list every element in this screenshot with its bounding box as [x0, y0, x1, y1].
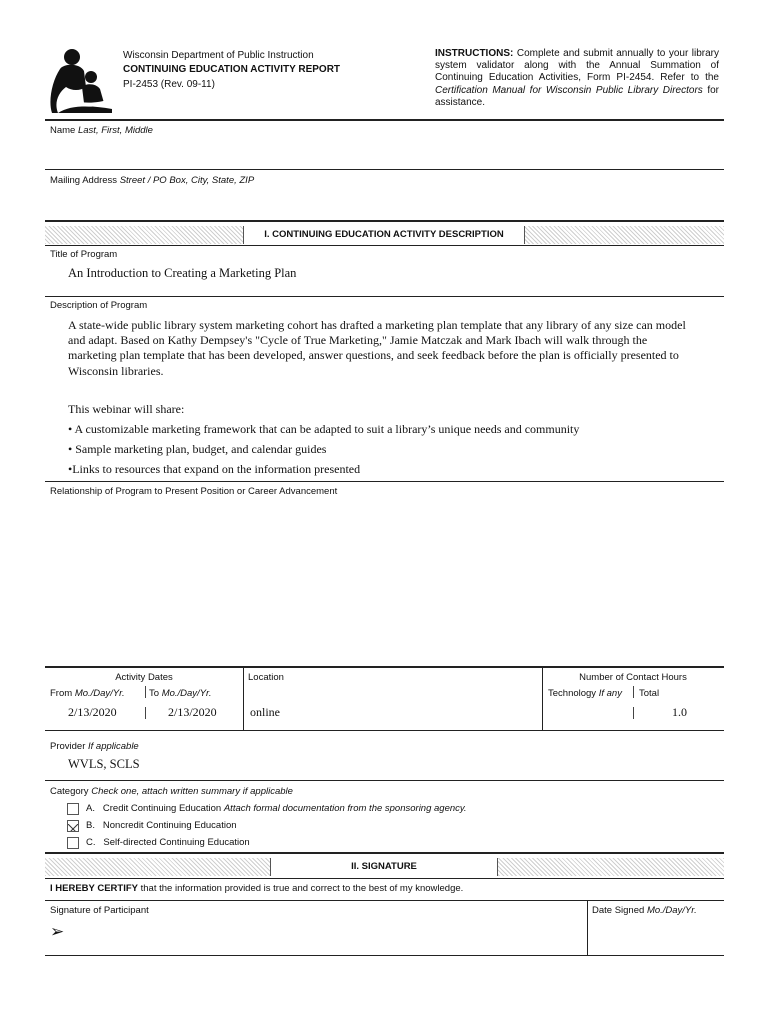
program-title-label: Title of Program [50, 249, 118, 260]
category-b-label: B. Noncredit Continuing Education [86, 820, 237, 831]
instructions-end: for assistance. [435, 84, 719, 108]
instructions [435, 48, 719, 109]
divider [45, 878, 724, 879]
description-value[interactable] [68, 318, 723, 379]
section1-title: I. CONTINUING EDUCATION ACTIVITY DESCRIPTION [243, 226, 525, 244]
name-input[interactable] [50, 140, 724, 168]
instructions-label: INSTRUCTIONS: [435, 48, 514, 59]
divider [587, 901, 588, 955]
description-line: marketing plan template that has been developed, answer questions, and seek feedback before the plan is officially presented to [68, 348, 679, 363]
divider [45, 119, 724, 121]
divider [45, 900, 724, 901]
certify-statement: I HEREBY CERTIFY that the information provided is true and correct to the best of my knowledge. [50, 883, 464, 894]
checkmark-x-icon [68, 824, 78, 832]
contact-hours-label: Number of Contact Hours [579, 672, 687, 683]
description-line: and adapt. Based on Kathy Dempsey's "Cycle of True Marketing," Jamie Matczak and Mark Ibach will walk through the [68, 333, 648, 348]
total-label: Total [639, 688, 660, 699]
section2-title: II. SIGNATURE [270, 858, 498, 876]
divider [45, 296, 724, 297]
location-value[interactable]: online [250, 705, 280, 719]
provider-value[interactable]: WVLS, SCLS [68, 757, 140, 771]
divider [145, 686, 146, 698]
divider [45, 780, 724, 781]
divider [633, 686, 634, 698]
instructions-text: Complete and submit annually to your library system validator along with the Annual Summation of Continuing Education Activities, Form PI-2454. Refer to the [435, 48, 719, 84]
description-line: Wisconsin libraries. [68, 363, 164, 378]
to-label: To Mo./Day/Yr. [149, 688, 212, 699]
divider [633, 707, 634, 719]
divider [45, 245, 724, 246]
divider [243, 668, 244, 730]
from-label: From Mo./Day/Yr. [50, 688, 125, 699]
provider-label: Provider If applicable [50, 741, 139, 752]
date-signed-label: Date Signed Mo./Day/Yr. [592, 905, 697, 916]
bullet-item: •Links to resources that expand on the information presented [68, 462, 361, 476]
dpi-logo-icon [50, 47, 114, 115]
signature-label: Signature of Participant [50, 905, 149, 916]
instructions-manual: Certification Manual for Wisconsin Public Library Directors [435, 84, 703, 96]
name-label: Name Last, First, Middle [50, 125, 153, 136]
bullet-item: • A customizable marketing framework that can be adapted to suit a library’s unique needs and community [68, 422, 580, 436]
divider [45, 955, 724, 956]
category-label: Category Check one, attach written summary if applicable [50, 786, 293, 797]
bullet-item: • Sample marketing plan, budget, and calendar guides [68, 442, 327, 456]
divider [45, 220, 724, 222]
activity-dates-label: Activity Dates [115, 672, 173, 683]
divider [45, 852, 724, 854]
divider [145, 707, 146, 719]
category-a-checkbox[interactable] [67, 803, 79, 815]
webinar-intro: This webinar will share: [68, 402, 185, 416]
description-line: A state-wide public library system marketing cohort has drafted a marketing plan template that any library of any size can model [68, 318, 686, 332]
category-c-checkbox[interactable] [67, 837, 79, 849]
to-date-value[interactable]: 2/13/2020 [168, 705, 217, 719]
address-label: Mailing Address Street / PO Box, City, State, ZIP [50, 175, 255, 186]
location-label: Location [248, 672, 284, 683]
relationship-label: Relationship of Program to Present Position or Career Advancement [50, 486, 338, 497]
technology-label: Technology If any [548, 688, 622, 699]
from-date-value[interactable]: 2/13/2020 [68, 705, 117, 719]
divider [45, 730, 724, 731]
divider [45, 481, 724, 482]
category-a-label: A. Credit Continuing Education Attach formal documentation from the sponsoring agency. [86, 803, 467, 814]
divider [45, 666, 724, 668]
agency-name: Wisconsin Department of Public Instruction [123, 50, 314, 61]
category-c-label: C. Self-directed Continuing Education [86, 837, 250, 848]
program-title-value[interactable]: An Introduction to Creating a Marketing Plan [68, 266, 297, 280]
total-hours-value[interactable]: 1.0 [672, 705, 687, 719]
address-input[interactable] [50, 190, 724, 218]
divider [45, 169, 724, 170]
category-b-checkbox[interactable] [67, 820, 79, 832]
description-label: Description of Program [50, 300, 148, 311]
form-title: CONTINUING EDUCATION ACTIVITY REPORT [123, 64, 341, 75]
form-number: PI-2453 (Rev. 09-11) [123, 79, 215, 90]
signature-arrow-icon[interactable]: ➢ [50, 922, 65, 942]
relationship-input[interactable] [50, 502, 724, 661]
